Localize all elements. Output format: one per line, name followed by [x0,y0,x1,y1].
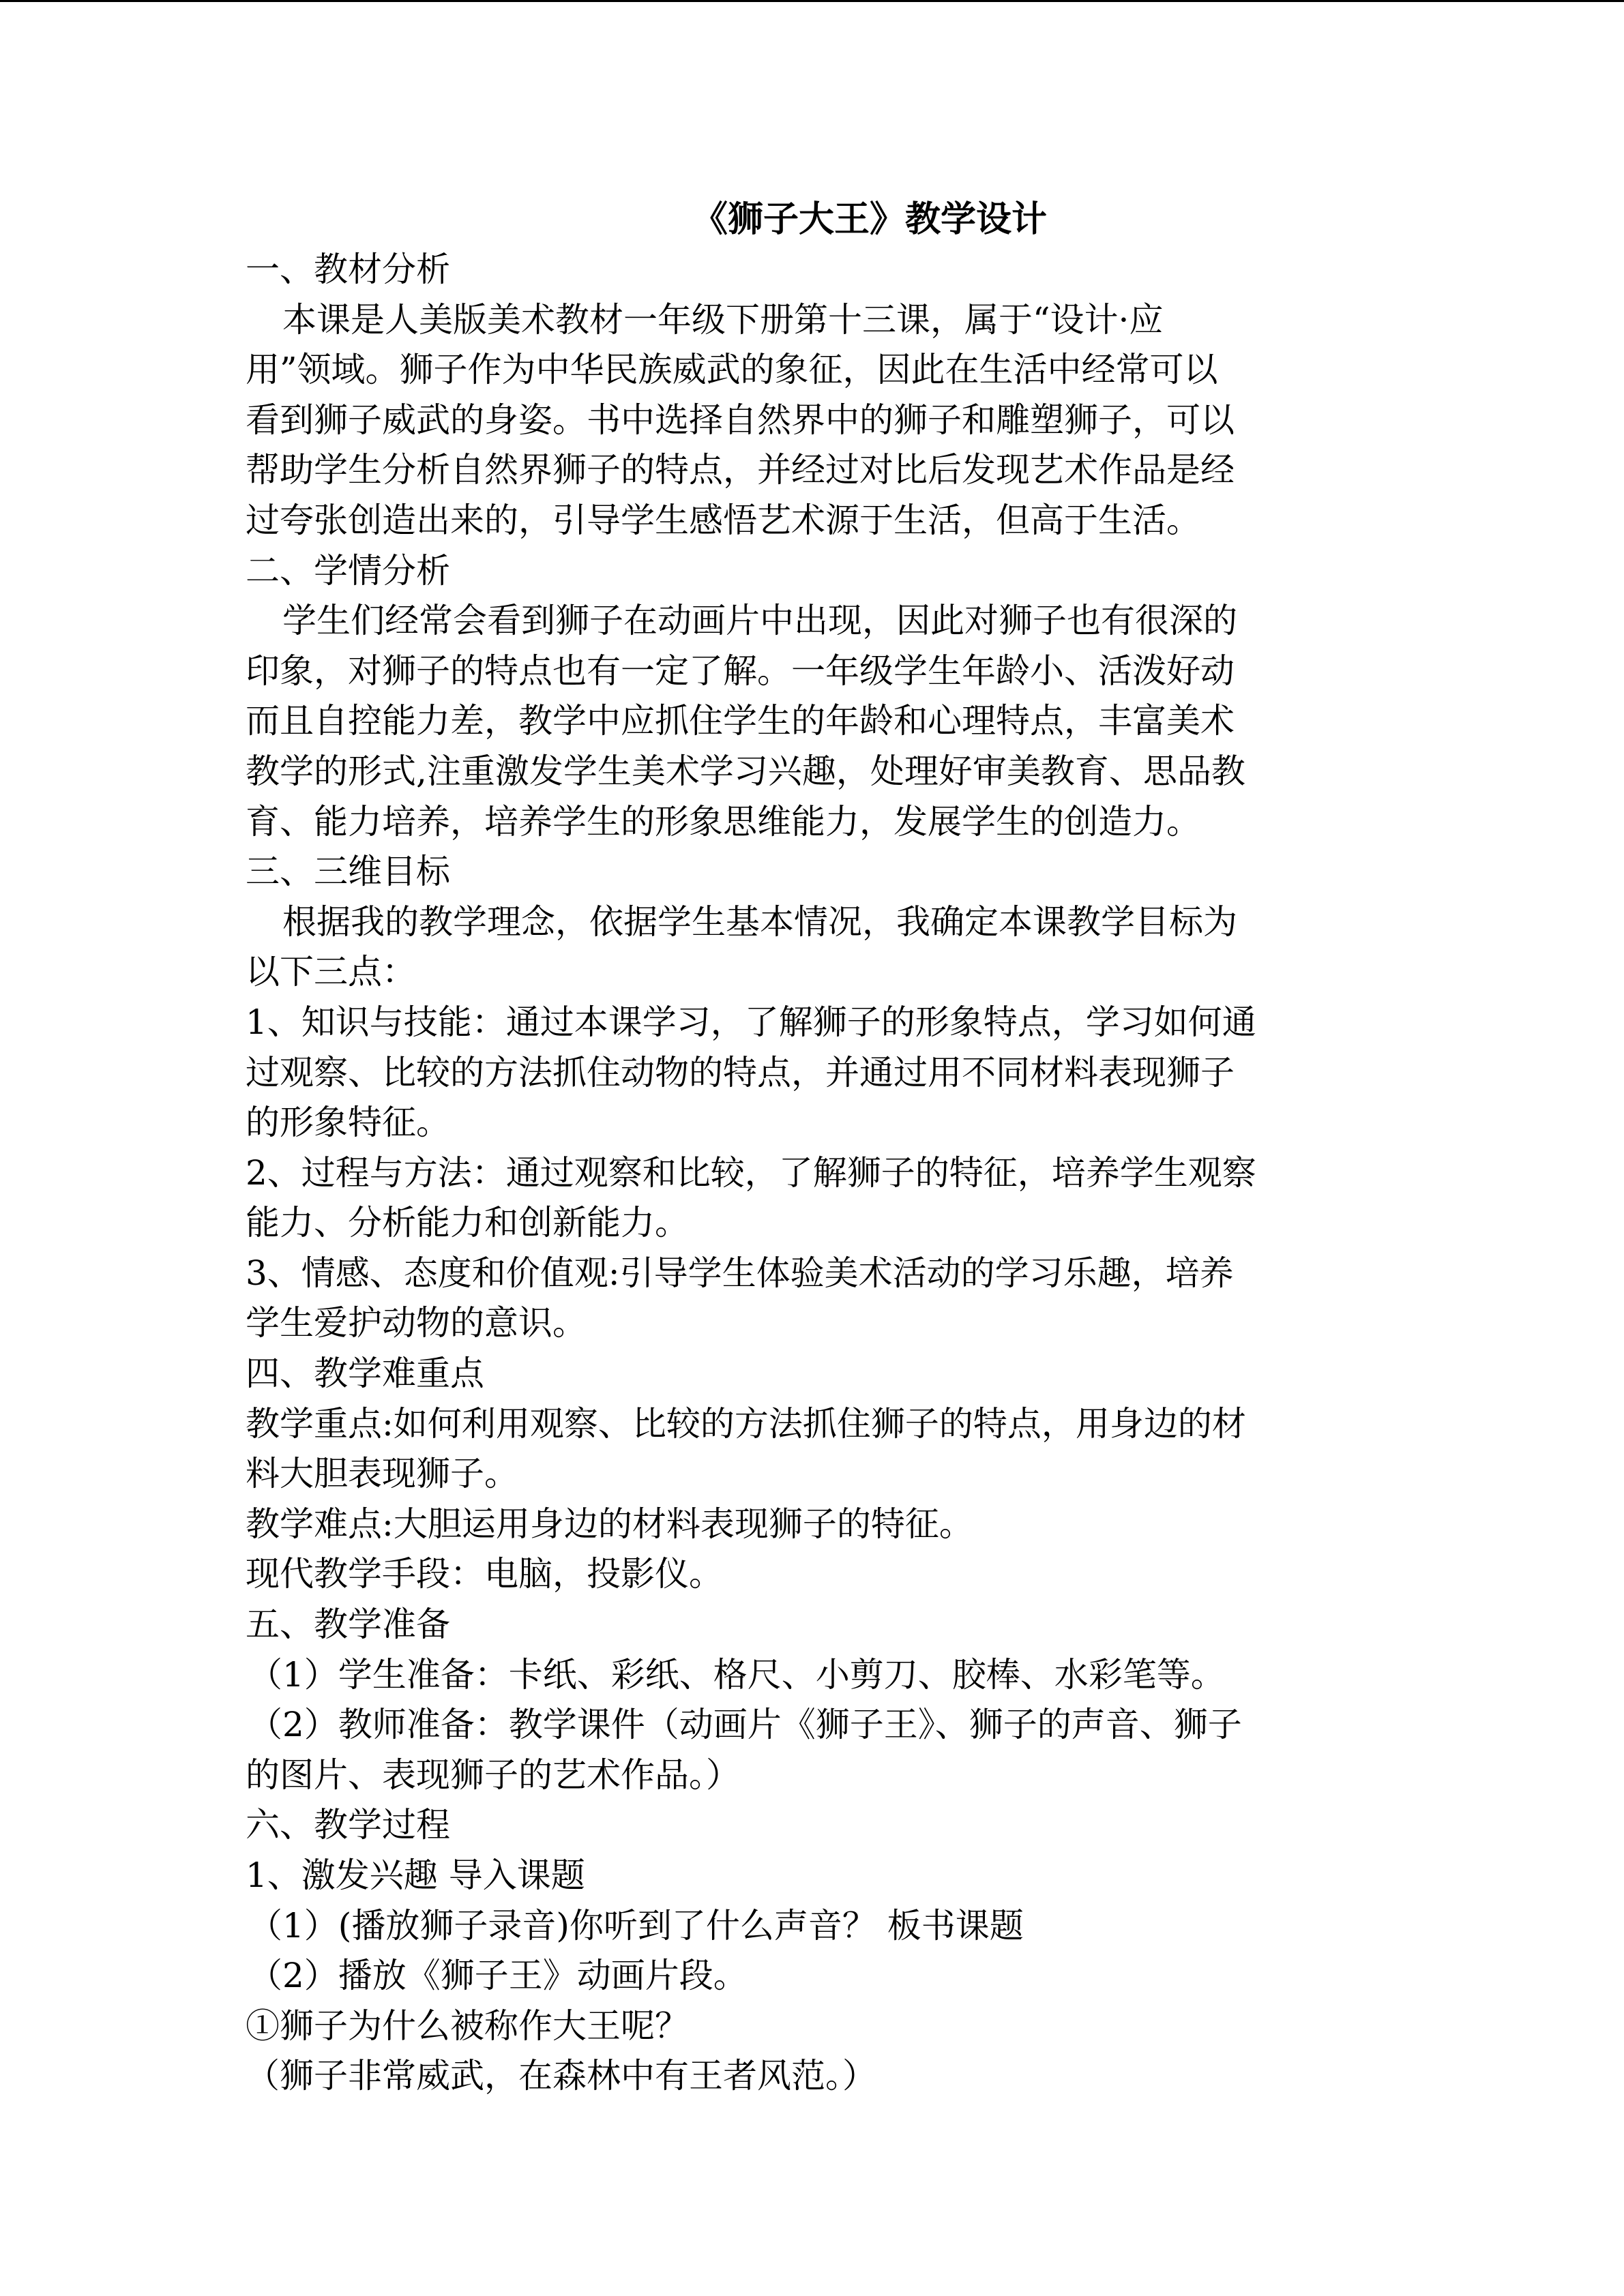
body-line: 的图片、表现狮子的艺术作品。） [246,1755,740,1795]
body-line: （2）教师准备：教学课件（动画片《狮子王》、狮子的声音、狮子 [248,1705,1242,1745]
body-line: ①狮子为什么被称作大王呢？ [246,2006,689,2046]
body-line: （1）学生准备：卡纸、彩纸、格尺、小剪刀、胶棒、水彩笔等。 [248,1654,1225,1695]
body-line: 教学重点:如何利用观察、比较的方法抓住狮子的特点，用身边的材 [246,1403,1246,1444]
body-line: （2）播放《狮子王》动画片段。 [248,1956,748,1996]
body-line: 现代教学手段：电脑，投影仪。 [246,1554,723,1594]
document-page [246,194,1378,2102]
body-line: 能力、分析能力和创新能力。 [246,1203,689,1243]
body-line: 本课是人美版美术教材一年级下册第十三课，属于“设计·应 [282,299,1164,340]
body-line: 帮助学生分析自然界狮子的特点，并经过对比后发现艺术作品是经 [246,450,1235,490]
body-line: 根据我的教学理念，依据学生基本情况，我确定本课教学目标为 [282,901,1237,942]
body-line: 看到狮子威武的身姿。书中选择自然界中的狮子和雕塑狮子，可以 [246,400,1235,440]
body-line: 教学难点:大胆运用身边的材料表现狮子的特征。 [246,1504,973,1544]
body-line: 3、情感、态度和价值观:引导学生体验美术活动的学习乐趣，培养 [246,1253,1234,1293]
body-line: 学生爱护动物的意识。 [246,1303,587,1343]
body-line: 印象，对狮子的特点也有一定了解。一年级学生年龄小、活泼好动 [246,651,1235,691]
body-line: 过观察、比较的方法抓住动物的特点，并通过用不同材料表现狮子 [246,1052,1235,1092]
body-line: 六、教学过程 [246,1805,450,1845]
body-line: 二、学情分析 [246,550,450,591]
body-line: 料大胆表现狮子。 [246,1454,518,1494]
body-line: 教学的形式,注重激发学生美术学习兴趣，处理好审美教育、思品教 [246,751,1245,791]
page-top-border [0,0,1624,2]
body-line: 四、教学难重点 [246,1354,484,1394]
body-line: 1、激发兴趣 导入课题 [246,1855,585,1895]
document-title: 《狮子大王》教学设计 [692,198,1047,240]
body-line: 过夸张创造出来的，引导学生感悟艺术源于生活，但高于生活。 [246,500,1200,540]
body-line: 用”领域。狮子作为中华民族威武的象征，因此在生活中经常可以 [246,350,1218,390]
body-line: 五、教学准备 [246,1605,450,1645]
body-line: 1、知识与技能：通过本课学习，了解狮子的形象特点，学习如何通 [246,1002,1256,1042]
body-line: 三、三维目标 [246,852,450,892]
body-line: 而且自控能力差，教学中应抓住学生的年龄和心理特点，丰富美术 [246,701,1235,741]
body-line: （狮子非常威武，在森林中有王者风范。） [246,2056,876,2096]
body-line: 以下三点： [246,952,416,992]
body-line: 的形象特征。 [246,1103,450,1143]
document-body [246,245,1378,2102]
body-line: 2、过程与方法：通过观察和比较，了解狮子的特征，培养学生观察 [246,1152,1256,1193]
body-line: 学生们经常会看到狮子在动画片中出现，因此对狮子也有很深的 [282,601,1237,641]
body-line: （1）(播放狮子录音)你听到了什么声音？ 板书课题 [248,1905,1024,1945]
body-line: 育、能力培养，培养学生的形象思维能力，发展学生的创造力。 [246,801,1200,841]
body-line: 一、教材分析 [246,250,450,289]
